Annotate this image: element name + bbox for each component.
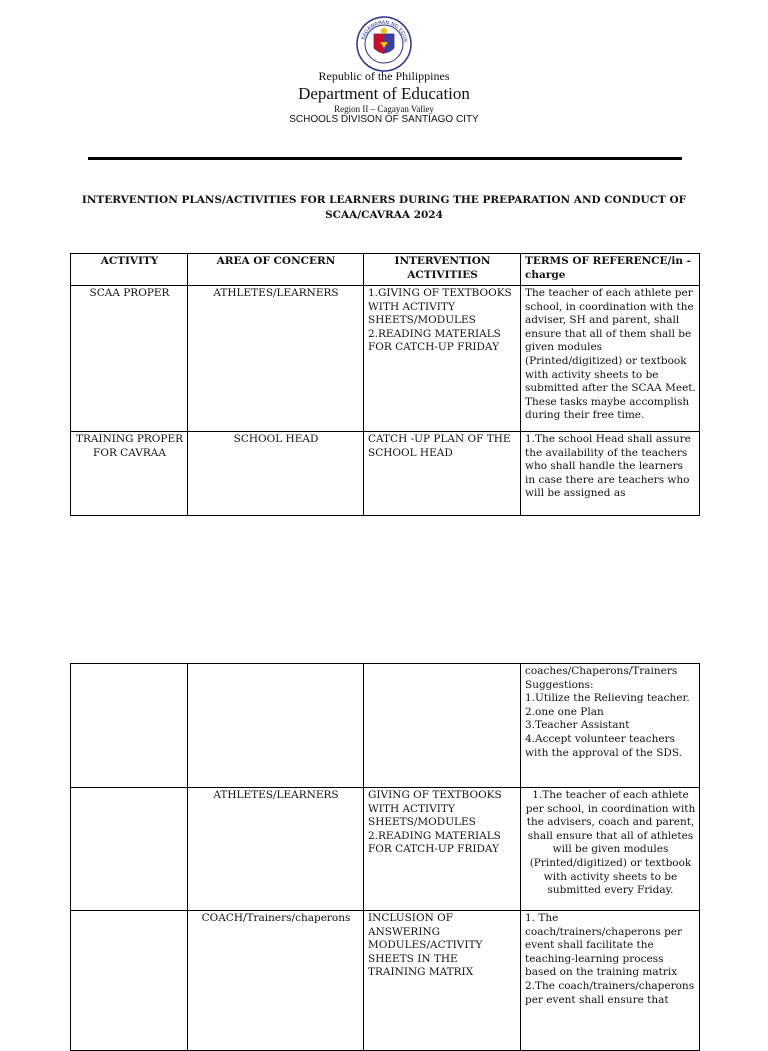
header-divider [88, 157, 682, 160]
cell-concern: COACH/Trainers/chaperons [188, 911, 364, 1051]
col-header-intervention: INTERVENTION ACTIVITIES [364, 254, 521, 286]
department-name: Department of Education [298, 84, 470, 103]
document-title: INTERVENTION PLANS/ACTIVITIES FOR LEARNERS DURING THE PREPARATION AND CONDUCT OF SCAA/CAVRAA 2024 [81, 194, 687, 221]
table-row [71, 432, 700, 516]
col-header-terms: TERMS OF REFERENCE/in -charge [521, 254, 700, 286]
intervention-table-page2 [70, 663, 700, 1051]
table-row [71, 286, 700, 432]
deped-seal-logo [356, 16, 412, 72]
cell-concern: SCHOOL HEAD [188, 432, 364, 516]
table-header-row [71, 254, 700, 286]
division-text: SCHOOLS DIVISON OF SANTIAGO CITY [289, 114, 479, 125]
cell-activity [71, 788, 188, 911]
col-header-activity: ACTIVITY [71, 254, 188, 286]
cell-terms: 1.The school Head shall assure the availability of the teachers who shall handle the learners in case there are teachers who will be assigned as [521, 432, 700, 516]
cell-intervention: 1.GIVING OF TEXTBOOKS WITH ACTIVITY SHEETS/MODULES 2.READING MATERIALS FOR CATCH-UP FRIDAY [364, 286, 521, 432]
cell-terms: 1. The coach/trainers/chaperons per event shall facilitate the teaching-learning process based on the training matrix 2.The coach/trainers/chaperons per event shall ensure that [521, 911, 700, 1051]
cell-activity [71, 664, 188, 788]
cell-intervention: GIVING OF TEXTBOOKS WITH ACTIVITY SHEETS/MODULES 2.READING MATERIALS FOR CATCH-UP FRIDAY [364, 788, 521, 911]
cell-intervention [364, 664, 521, 788]
cell-concern: ATHLETES/LEARNERS [188, 286, 364, 432]
intervention-table-page1 [70, 253, 700, 516]
cell-concern [188, 664, 364, 788]
cell-activity: TRAINING PROPER FOR CAVRAA [71, 432, 188, 516]
cell-concern: ATHLETES/LEARNERS [188, 788, 364, 911]
cell-terms: The teacher of each athlete per school, in coordination with the adviser, SH and parent, shall ensure that all of them shall be given modules (Printed/digitized) or textbook with activity sheets to be submitted after the SCAA Meet. These tasks maybe accomplish during their free time. [521, 286, 700, 432]
cell-intervention: CATCH -UP PLAN OF THE SCHOOL HEAD [364, 432, 521, 516]
region-text: Region II – Cagayan Valley [334, 104, 434, 114]
col-header-area-of-concern: AREA OF CONCERN [188, 254, 364, 286]
table-row [71, 788, 700, 911]
cell-terms: coaches/Chaperons/Trainers Suggestions: 1.Utilize the Relieving teacher. 2.one one Plan 3.Teacher Assistant 4.Accept volunteer teachers with the approval of the SDS. [521, 664, 700, 788]
republic-text: Republic of the Philippines [318, 69, 450, 83]
table-row [71, 911, 700, 1051]
cell-activity: SCAA PROPER [71, 286, 188, 432]
cell-activity [71, 911, 188, 1051]
cell-intervention: INCLUSION OF ANSWERING MODULES/ACTIVITY SHEETS IN THE TRAINING MATRIX [364, 911, 521, 1051]
cell-terms: 1.The teacher of each athlete per school, in coordination with the advisers, coach and parent, shall ensure that all of athletes will be given modules (Printed/digitized) or textbook with activity sheets to be submitted every Friday. [521, 788, 700, 911]
table-row [71, 664, 700, 788]
seal-text: KAGAWARAN NG EDUK [360, 19, 408, 43]
